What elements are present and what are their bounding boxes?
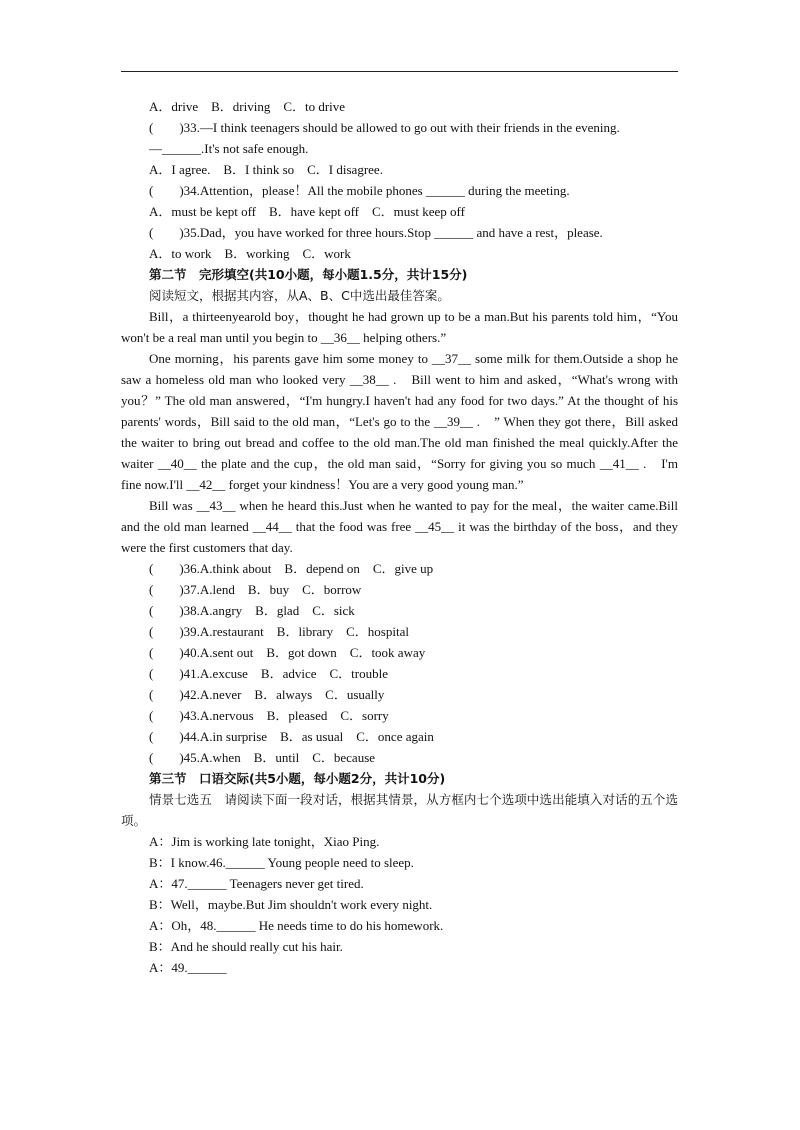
question-line: ( )36.A.think about B．depend on C．give up	[149, 561, 434, 576]
question-line: ( )38.A.angry B．glad C．sick	[149, 603, 355, 618]
dialogue-line: B：I know.46.______ Young people need to sleep.	[149, 855, 414, 870]
question-line: ( )37.A.lend B．buy C．borrow	[149, 582, 362, 597]
text-line: A．to work B．working C．work	[149, 246, 351, 261]
question-line: ( )45.A.when B．until C．because	[149, 750, 376, 765]
section-heading: 第二节 完形填空(共10小题，每小题1.5分，共计15分)	[149, 267, 468, 282]
instruction-line: 情景七选五 请阅读下面一段对话，根据其情景，从方框内七个选项中选出能填入对话的五个选项。	[121, 792, 678, 828]
dialogue-line: A：Oh，48.______ He needs time to do his homework.	[149, 918, 444, 933]
text-line: ( )35.Dad，you have worked for three hours.Stop ______ and have a rest，please.	[149, 225, 603, 240]
question-line: ( )44.A.in surprise B．as usual C．once again	[149, 729, 434, 744]
section-heading: 第三节 口语交际(共5小题，每小题2分，共计10分)	[149, 771, 446, 786]
instruction-line: 阅读短文，根据其内容，从A、B、C中选出最佳答案。	[149, 288, 450, 303]
dialogue-line: A：47.______ Teenagers never get tired.	[149, 876, 364, 891]
text-line: ( )33.—I think teenagers should be allowed to go out with their friends in the evening.	[149, 120, 620, 135]
text-line: ( )34.Attention，please！All the mobile phones ______ during the meeting.	[149, 183, 570, 198]
dialogue-line: A：Jim is working late tonight，Xiao Ping.	[149, 834, 380, 849]
text-line: A．I agree. B．I think so C．I disagree.	[149, 162, 383, 177]
header-rule	[121, 71, 678, 72]
text-line: A．must be kept off B．have kept off C．must keep off	[149, 204, 465, 219]
text-line: A．drive B．driving C．to drive	[149, 99, 346, 114]
question-line: ( )43.A.nervous B．pleased C．sorry	[149, 708, 389, 723]
question-line: ( )40.A.sent out B．got down C．took away	[149, 645, 426, 660]
passage-paragraph: Bill was __43__ when he heard this.Just when he wanted to pay for the meal，the waiter came.Bill and the old man learned __44__ that the food was free __45__ it was the birthday of the boss，and they were the first customers that day.	[121, 498, 678, 555]
dialogue-line: B：Well，maybe.But Jim shouldn't work every night.	[149, 897, 433, 912]
passage-paragraph: Bill，a thirteenyearold boy，thought he had grown up to be a man.But his parents told him，“You won't be a real man until you begin to __36__ helping others.”	[121, 309, 678, 345]
document-page	[121, 96, 678, 978]
question-line: ( )42.A.never B．always C．usually	[149, 687, 385, 702]
question-line: ( )41.A.excuse B．advice C．trouble	[149, 666, 389, 681]
passage-paragraph: One morning，his parents gave him some money to __37__ some milk for them.Outside a shop he saw a homeless old man who looked very __38__ . Bill went to him and asked，“What's wrong with you？” The old man answered，“I'm hungry.I haven't had any food for two days.” At the thought of his parents' words，Bill said to the old man，“Let's go to the __39__ . ” When they got there，Bill asked the waiter to bring out bread and coffee to the old man.The old man finished the meal quickly.After the waiter __40__ the plate and the cup，the old man said，“Sorry for giving you so much __41__ . I'm fine now.I'll __42__ forget your kindness！You are a very good young man.”	[121, 351, 678, 492]
text-line: —______.It's not safe enough.	[149, 141, 309, 156]
question-line: ( )39.A.restaurant B．library C．hospital	[149, 624, 409, 639]
dialogue-line: B：And he should really cut his hair.	[149, 939, 343, 954]
dialogue-line: A：49.______	[149, 960, 227, 975]
